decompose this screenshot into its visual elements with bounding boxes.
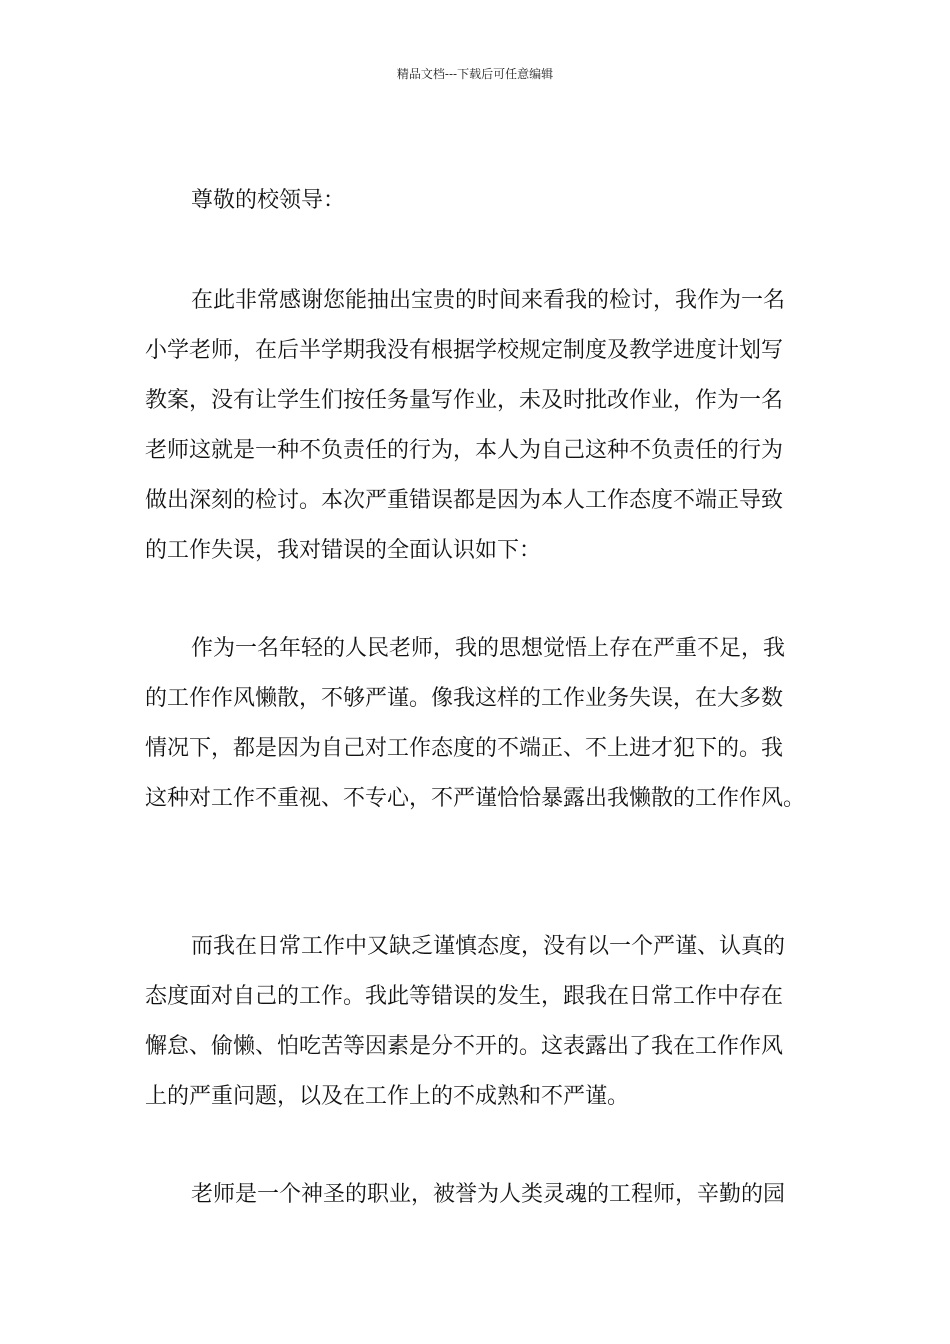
salutation	[145, 176, 813, 226]
page-header: 精品文档---下载后可任意编辑	[396, 67, 554, 81]
paragraph-1	[145, 276, 813, 576]
paragraph-line: 在此非常感谢您能抽出宝贵的时间来看我的检讨，我作为一名	[191, 288, 786, 313]
paragraph-line: 上的严重问题，以及在工作上的不成熟和不严谨。	[145, 1084, 630, 1109]
paragraph-3	[145, 922, 813, 1122]
paragraph-line: 这种对工作不重视、不专心，不严谨恰恰暴露出我懒散的工作作风。	[145, 786, 806, 811]
paragraph-2	[145, 624, 813, 824]
paragraph-line: 做出深刻的检讨。本次严重错误都是因为本人工作态度不端正导致	[145, 488, 784, 513]
paragraph-4	[145, 1170, 813, 1220]
paragraph-line: 懈怠、偷懒、怕吃苦等因素是分不开的。这表露出了我在工作作风	[145, 1034, 784, 1059]
paragraph-line: 态度面对自己的工作。我此等错误的发生，跟我在日常工作中存在	[145, 984, 784, 1009]
paragraph-line: 的工作作风懒散，不够严谨。像我这样的工作业务失误，在大多数	[145, 686, 784, 711]
paragraph-line: 老师是一个神圣的职业，被誉为人类灵魂的工程师，辛勤的园	[191, 1182, 786, 1207]
paragraph-line: 的工作失误，我对错误的全面认识如下：	[145, 538, 542, 563]
salutation-line: 尊敬的校领导：	[191, 188, 346, 213]
paragraph-line: 情况下，都是因为自己对工作态度的不端正、不上进才犯下的。我	[145, 736, 784, 761]
paragraph-line: 老师这就是一种不负责任的行为，本人为自己这种不负责任的行为	[145, 438, 784, 463]
paragraph-line: 小学老师，在后半学期我没有根据学校规定制度及教学进度计划写	[145, 338, 784, 363]
paragraph-line: 作为一名年轻的人民老师，我的思想觉悟上存在严重不足，我	[191, 636, 786, 661]
paragraph-line: 而我在日常工作中又缺乏谨慎态度，没有以一个严谨、认真的	[191, 934, 786, 959]
paragraph-line: 教案，没有让学生们按任务量写作业，未及时批改作业，作为一名	[145, 388, 784, 413]
